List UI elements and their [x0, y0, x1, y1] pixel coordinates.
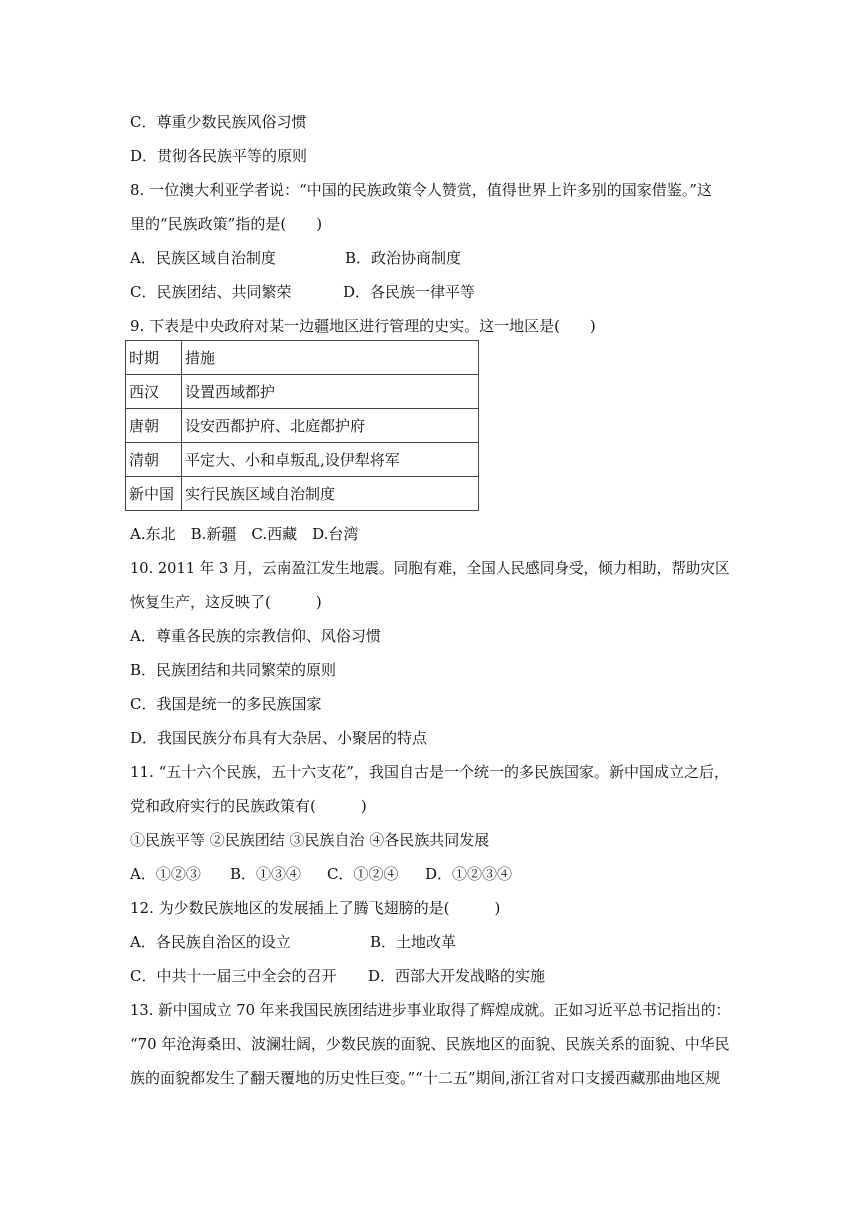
history-table — [125, 340, 479, 511]
q11-option-d: D．①②③④ — [425, 865, 513, 883]
question-9-text: 9. 下表是中央政府对某一边疆地区进行管理的史实。这一地区是( ) — [130, 317, 596, 335]
q8-option-c: C．民族团结、共同繁荣 — [130, 283, 292, 301]
table-cell-period: 清朝 — [126, 443, 182, 477]
q8-option-d: D．各民族一律平等 — [343, 283, 476, 301]
table-header-cell: 时期 — [126, 341, 182, 375]
table-header-cell: 措施 — [182, 341, 479, 375]
q8-option-a: A．民族区域自治制度 — [130, 249, 276, 267]
question-9-options: A.东北 B.新疆 C.西藏 D.台湾 — [130, 525, 359, 543]
table-cell-period: 新中国 — [126, 477, 182, 511]
table-row — [126, 409, 479, 443]
q11-option-c: C．①②④ — [327, 865, 399, 883]
question-13-text-cont: “70 年沧海桑田、波澜壮阔，少数民族的面貌、民族地区的面貌、民族关系的面貌、中华民 — [130, 1035, 730, 1053]
question-8-text: 8. 一位澳大利亚学者说：“中国的民族政策令人赞赏，值得世界上许多别的国家借鉴。”这 — [130, 181, 712, 199]
q10-option-b: B．民族团结和共同繁荣的原则 — [130, 661, 337, 679]
table-cell-measure: 设安西都护府、北庭都护府 — [182, 409, 479, 443]
q10-option-c: C．我国是统一的多民族国家 — [130, 695, 322, 713]
question-11-text: 11. “五十六个民族，五十六支花”，我国自古是一个统一的多民族国家。新中国成立之后， — [130, 763, 729, 781]
question-11-text-cont: 党和政府实行的民族政策有( ) — [130, 797, 367, 815]
table-row — [126, 375, 479, 409]
q10-option-a: A．尊重各民族的宗教信仰、风俗习惯 — [130, 627, 381, 645]
q11-option-a: A．①②③ — [130, 865, 201, 883]
question-8-text-cont: 里的“民族政策”指的是( ) — [130, 215, 323, 233]
question-13-text-cont2: 族的面貌都发生了翻天覆地的历史性巨变。”“十二五”期间,浙江省对口支援西藏那曲地区规 — [130, 1069, 721, 1087]
question-13-text: 13. 新中国成立 70 年来我国民族团结进步事业取得了辉煌成就。正如习近平总书记指出的： — [130, 1001, 731, 1019]
table-cell-period: 西汉 — [126, 375, 182, 409]
q11-option-b: B．①③④ — [230, 865, 302, 883]
question-10-text: 10. 2011 年 3 月，云南盈江发生地震。同胞有难，全国人民感同身受，倾力相助，帮助灾区 — [130, 559, 730, 577]
question-12-text: 12. 为少数民族地区的发展插上了腾飞翅膀的是( ) — [130, 899, 501, 917]
table-cell-measure: 实行民族区域自治制度 — [182, 477, 479, 511]
table-cell-measure: 平定大、小和卓叛乱,设伊犁将军 — [182, 443, 479, 477]
q10-option-d: D．我国民族分布具有大杂居、小聚居的特点 — [130, 729, 428, 747]
table-cell-measure: 设置西域都护 — [182, 375, 479, 409]
q12-option-c: C．中共十一届三中全会的召开 — [130, 967, 337, 985]
question-11-items: ①民族平等 ②民族团结 ③民族自治 ④各民族共同发展 — [130, 831, 490, 849]
q12-option-d: D．西部大开发战略的实施 — [368, 967, 546, 985]
option-d-prev: D．贯彻各民族平等的原则 — [130, 147, 308, 165]
table-row — [126, 443, 479, 477]
option-c-prev: C．尊重少数民族风俗习惯 — [130, 113, 307, 131]
table-row — [126, 477, 479, 511]
question-10-text-cont: 恢复生产，这反映了( ) — [130, 593, 322, 611]
q12-option-b: B．土地改革 — [370, 933, 457, 951]
q8-option-b: B．政治协商制度 — [345, 249, 462, 267]
table-header-row — [126, 341, 479, 375]
table-cell-period: 唐朝 — [126, 409, 182, 443]
q12-option-a: A．各民族自治区的设立 — [130, 933, 291, 951]
